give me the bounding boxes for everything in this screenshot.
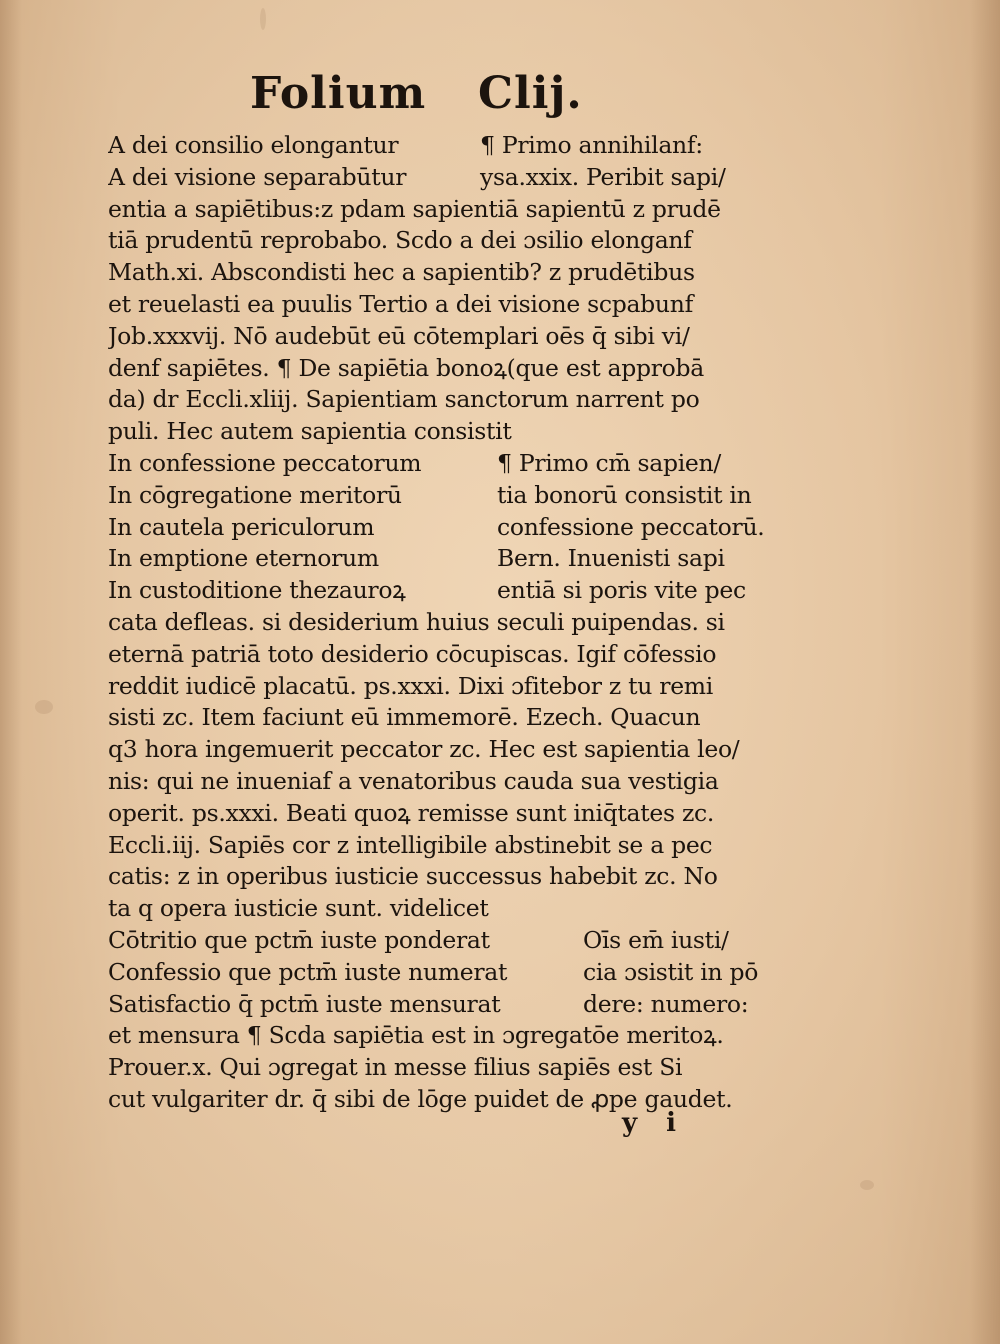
text-line-right: ¶ Primo cm̄ sapien/ <box>497 449 721 477</box>
paper-stain <box>860 1180 874 1190</box>
text-line <box>108 925 773 956</box>
text-line <box>108 830 773 861</box>
text-line <box>108 639 773 670</box>
text-line <box>108 162 773 193</box>
text-line-left: Prouer.x. Qui ɔgregat in messe filius sapiēs est Si <box>108 1053 683 1082</box>
text-line-left: In confessione peccatorum <box>108 449 422 477</box>
text-line <box>108 416 773 447</box>
right-page-edge <box>970 0 1000 1344</box>
text-line <box>108 702 773 733</box>
text-line <box>108 512 773 543</box>
text-line-left: Cōtritio que pctm̄ iuste ponderat <box>108 926 490 954</box>
text-line <box>108 766 773 797</box>
text-line <box>108 543 773 574</box>
text-line <box>108 734 773 765</box>
text-line-left: q3 hora ingemuerit peccator zc. Hec est sapientia leo/ <box>108 735 740 764</box>
text-line-left: In emptione eternorum <box>108 544 379 573</box>
text-line <box>108 671 773 702</box>
text-line-left: puli. Hec autem sapientia consistit <box>108 417 512 446</box>
text-line-right: dere: numero: <box>583 989 749 1018</box>
text-line-left: cata defleas. si desiderium huius seculi puipendas. si <box>108 608 725 636</box>
text-line <box>108 957 773 988</box>
text-line <box>108 257 773 288</box>
text-line <box>108 607 773 638</box>
text-line-right: confessione peccatorū. <box>497 512 765 541</box>
text-line-left: da) dr Eccli.xliij. Sapientiam sanctorum narrent po <box>108 385 700 414</box>
text-line-right: entiā si poris vite pec <box>497 576 746 605</box>
text-line-left: eternā patriā toto desiderio cōcupiscas. Igif cōfessio <box>108 639 717 668</box>
text-line <box>108 575 773 606</box>
text-line-right: ysa.xxix. Peribit sapi/ <box>480 162 726 191</box>
text-line-left: denf sapiētes. ¶ De sapiētia bonoꝝ(que est approbā <box>108 353 704 382</box>
text-line-left: Math.xi. Abscondisti hec a sapientib? z prudētibus <box>108 258 695 287</box>
text-line-left: tiā prudentū reprobabo. Scdo a dei ɔsilio elonganf <box>108 226 692 255</box>
text-line-right: Bern. Inuenisti sapi <box>497 544 725 573</box>
text-line-left: In custoditione thezauroꝝ <box>108 576 406 605</box>
text-line <box>108 798 773 829</box>
text-line-right: cia ɔsistit in pō <box>583 957 759 986</box>
text-line <box>108 989 773 1020</box>
text-line <box>108 225 773 256</box>
text-line-left: operit. ps.xxxi. Beati quoꝝ remisse sunt iniq̄tates zc. <box>108 798 715 827</box>
text-line <box>108 130 773 161</box>
text-line <box>108 1052 773 1083</box>
folio-number: Clij. <box>478 68 583 119</box>
text-line-left: Job.xxxvij. Nō audebūt eū cōtemplari oēs q̄ sibi vi/ <box>108 321 690 350</box>
text-line <box>108 321 773 352</box>
text-line <box>108 448 773 479</box>
signature-mark: y i <box>622 1108 687 1138</box>
text-line-left: nis: qui ne inueniaf a venatoribus cauda sua vestigia <box>108 767 719 795</box>
text-line-left: cut vulgariter dr. q̄ sibi de lōge puidet de ꝓpe gaudet. <box>108 1085 733 1113</box>
text-line-left: A dei consilio elongantur <box>108 131 399 159</box>
text-line <box>108 353 773 384</box>
folio-header <box>250 62 650 132</box>
text-line <box>108 384 773 415</box>
text-line <box>108 861 773 892</box>
text-line-left: entia a sapiētibus:z pdam sapientiā sapientū z prudē <box>108 194 721 223</box>
text-line-left: et reuelasti ea puulis Tertio a dei visione scpabunf <box>108 290 693 318</box>
text-line <box>108 893 773 924</box>
text-line-left: et mensura ¶ Scda sapiētia est in ɔgregatōe meritoꝝ. <box>108 1021 724 1050</box>
text-line-left: In cautela periculorum <box>108 512 375 541</box>
folio-label: Folium <box>250 68 427 119</box>
text-line-left: Eccli.iij. Sapiēs cor z intelligibile abstinebit se a pec <box>108 830 713 859</box>
text-line-right: ¶ Primo annihilanf: <box>480 131 703 159</box>
text-line-left: ta q opera iusticie sunt. videlicet <box>108 894 489 923</box>
text-line-left: A dei visione separabūtur <box>108 162 407 191</box>
text-line <box>108 480 773 511</box>
text-line-left: sisti zc. Item faciunt eū immemorē. Ezech. Quacun <box>108 703 701 732</box>
text-line-left: reddit iudicē placatū. ps.xxxi. Dixi ɔfitebor z tu remi <box>108 671 714 700</box>
text-line-right: tia bonorū consistit in <box>497 480 752 509</box>
text-line-left: catis: z in operibus iusticie successus habebit zc. No <box>108 862 718 891</box>
text-line <box>108 289 773 320</box>
left-page-edge <box>0 0 22 1344</box>
paper-stain <box>260 8 266 30</box>
text-line <box>108 194 773 225</box>
text-line <box>108 1020 773 1051</box>
text-line-left: In cōgregatione meritorū <box>108 480 402 509</box>
text-line-left: Satisfactio q̄ pctm̄ iuste mensurat <box>108 989 501 1018</box>
text-line-left: Confessio que pctm̄ iuste numerat <box>108 957 508 986</box>
paper-stain <box>35 700 53 714</box>
text-line-right: Oīs em̄ iusti/ <box>583 926 729 954</box>
